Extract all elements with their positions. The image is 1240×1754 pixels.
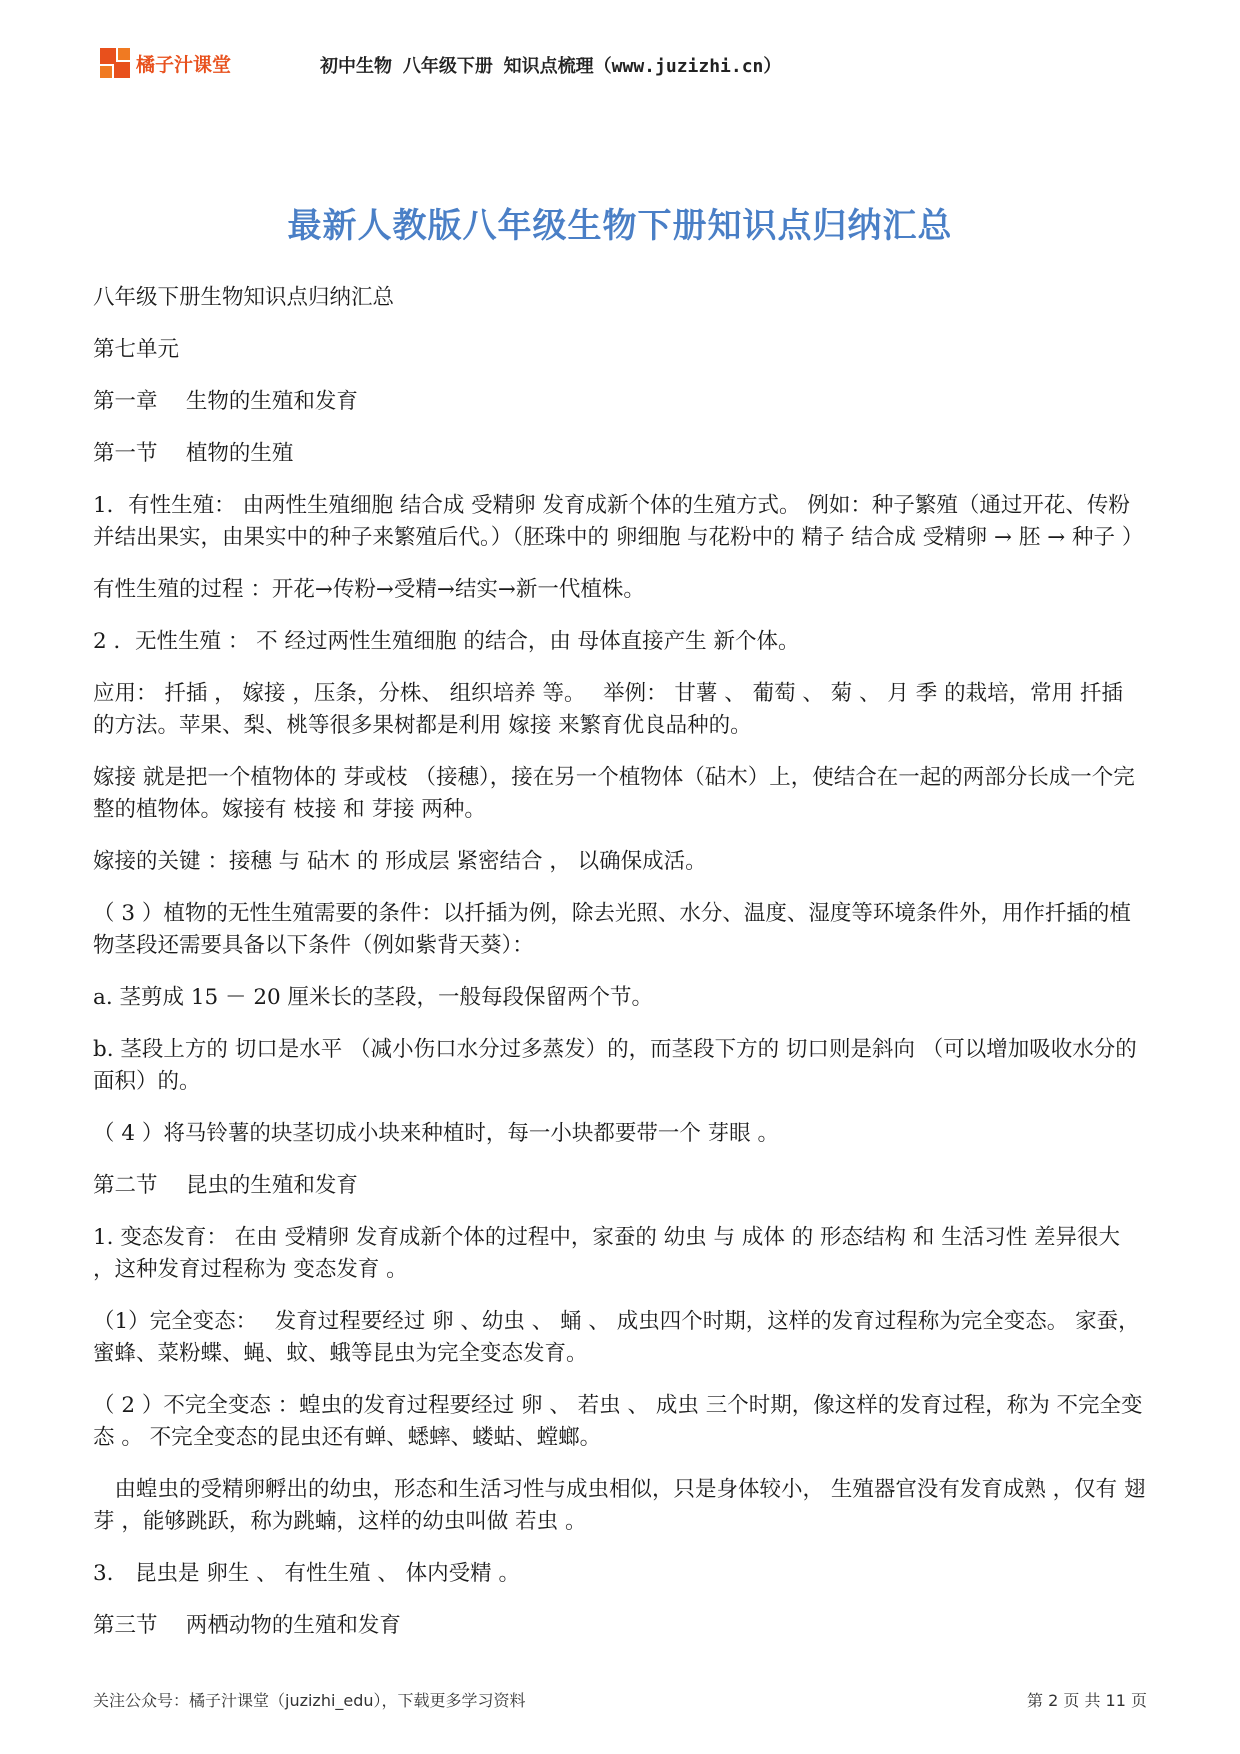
paragraph: 3. 昆虫是 卵生 、 有性生殖 、 体内受精 。 <box>93 1561 521 1586</box>
footer-promo: 关注公众号：橘子汁课堂（juzizhi_edu），下载更多学习资料 <box>93 1691 526 1710</box>
paragraph: （ 3 ）植物的无性生殖需要的条件：以扦插为例，除去光照、水分、温度、湿度等环境条件外，用作扦插的植物茎段还需要具备以下条件（例如紫背天葵）： <box>93 901 1131 958</box>
section-heading: 第二节 昆虫的生殖和发育 <box>93 1173 358 1198</box>
paragraph: 2 ．无性生殖 ： 不 经过两性生殖细胞 的结合，由 母体直接产生 新个体。 <box>93 629 800 654</box>
brand-logo[interactable] <box>100 48 231 78</box>
logo-icon <box>100 48 130 78</box>
page-number: 第 2 页 共 11 页 <box>1027 1691 1147 1710</box>
paragraph: 由蝗虫的受精卵孵出的幼虫，形态和生活习性与成虫相似，只是身体较小， 生殖器官没有发育成熟 ，仅有 翅芽 ，能够跳跃，称为跳蝻，这样的幼虫叫做 若虫 。 <box>93 1477 1146 1534</box>
document-title: 最新人教版八年级生物下册知识点归纳汇总 <box>287 206 953 246</box>
paragraph: 1．有性生殖： 由两性生殖细胞 结合成 受精卵 发育成新个体的生殖方式。 例如：种子繁殖（通过开花、传粉并结出果实，由果实中的种子来繁殖后代。）（胚珠中的 卵细胞 与花粉中的 精子 结合成 受精卵 → 胚 → 种子 ） <box>93 493 1144 550</box>
section-heading: 第一节 植物的生殖 <box>93 441 294 466</box>
page-footer <box>93 1688 1147 1711</box>
paragraph: 嫁接 就是把一个植物体的 芽或枝 （接穗），接在另一个植物体（砧木）上，使结合在一起的两部分长成一个完整的植物体。嫁接有 枝接 和 芽接 两种。 <box>93 765 1135 822</box>
paragraph: 1. 变态发育： 在由 受精卵 发育成新个体的过程中，家蚕的 幼虫 与 成体 的 形态结构 和 生活习性 差异很大 ，这种发育过程称为 变态发育 。 <box>93 1225 1121 1282</box>
section-heading: 第三节 两栖动物的生殖和发育 <box>93 1613 401 1638</box>
paragraph: 应用： 扦插 ， 嫁接 ，压条，分株、 组织培养 等。 举例： 甘薯 、 葡萄 、 菊 、 月 季 的栽培，常用 扦插 的方法。苹果、梨、桃等很多果树都是利用 嫁接 来繁育优良品种的。 <box>93 681 1123 738</box>
paragraph: b. 茎段上方的 切口是水平 （减小伤口水分过多蒸发）的，而茎段下方的 切口则是斜向 （可以增加吸收水分的面积）的。 <box>93 1037 1137 1094</box>
paragraph: 八年级下册生物知识点归纳汇总 <box>93 285 395 310</box>
document-body <box>93 282 1147 1662</box>
paragraph: （1）完全变态： 发育过程要经过 卵 、幼虫 、 蛹 、 成虫四个时期，这样的发育过程称为完全变态。 家蚕，蜜蜂、菜粉蝶、蝇、蚊、蛾等昆虫为完全变态发育。 <box>93 1309 1140 1366</box>
header-title: 初中生物 八年级下册 知识点梳理（www.juzizhi.cn） <box>320 56 782 77</box>
paragraph: （ 4 ）将马铃薯的块茎切成小块来种植时，每一小块都要带一个 芽眼 。 <box>93 1121 780 1146</box>
page-header <box>0 0 1240 130</box>
paragraph: 有性生殖的过程 ：开花→传粉→受精→结实→新一代植株。 <box>93 577 645 602</box>
unit-heading: 第七单元 <box>93 337 180 362</box>
paragraph: 嫁接的关键 ：接穗 与 砧木 的 形成层 紧密结合 ， 以确保成活。 <box>93 849 707 874</box>
chapter-heading: 第一章 生物的生殖和发育 <box>93 389 358 414</box>
paragraph: （ 2 ）不完全变态 ：蝗虫的发育过程要经过 卵 、 若虫 、 成虫 三个时期，像这样的发育过程，称为 不完全变态 。 不完全变态的昆虫还有蝉、蟋蟀、蝼蛄、螳螂。 <box>93 1393 1143 1450</box>
paragraph: a. 茎剪成 15 － 20 厘米长的茎段，一般每段保留两个节。 <box>93 985 654 1010</box>
logo-text: 橘子汁课堂 <box>136 53 232 76</box>
